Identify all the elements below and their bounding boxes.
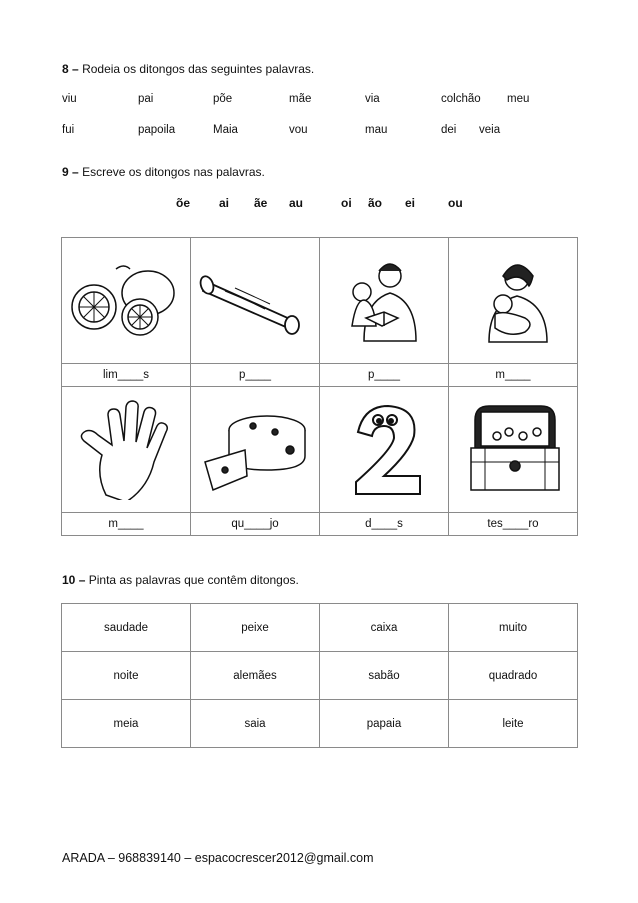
q8-word[interactable]: vou xyxy=(289,124,308,136)
q8-word[interactable]: pai xyxy=(138,93,154,105)
question-9-instruction: Escreve os ditongos nas palavras. xyxy=(82,165,265,179)
mother-holding-baby-icon xyxy=(453,256,573,346)
blank-word-cell[interactable]: d____s xyxy=(320,513,449,536)
blank-word-cell[interactable]: p____ xyxy=(320,364,449,387)
word-cell[interactable]: meia xyxy=(62,700,191,748)
diphthong-option: õe xyxy=(176,196,191,210)
diphthong-option: oi xyxy=(341,196,352,210)
diphthong-option: ai xyxy=(219,196,230,210)
question-8-instruction: Rodeia os ditongos das seguintes palavras. xyxy=(82,62,315,76)
word-cell[interactable]: saudade xyxy=(62,604,191,652)
question-9-number: 9 xyxy=(62,165,69,179)
page-footer: ARADA – 968839140 – espacocrescer2012@gmail.com xyxy=(62,851,374,865)
diphthong-option: ei xyxy=(405,196,416,210)
word-cell[interactable]: noite xyxy=(62,652,191,700)
q8-word[interactable]: colchão xyxy=(441,93,481,105)
q8-word[interactable]: viu xyxy=(62,93,77,105)
diphthong-option: au xyxy=(289,196,304,210)
q8-word[interactable]: via xyxy=(365,93,380,105)
picture-cell xyxy=(62,387,191,513)
question-8-number: 8 xyxy=(62,62,69,76)
treasure-chest-icon xyxy=(453,400,573,500)
picture-cell xyxy=(449,238,578,364)
q8-word[interactable]: fui xyxy=(62,124,75,136)
blank-word-cell[interactable]: p____ xyxy=(191,364,320,387)
word-cell[interactable]: saia xyxy=(191,700,320,748)
question-9-dash: – xyxy=(72,165,79,179)
blank-word-cell[interactable]: m____ xyxy=(62,513,191,536)
question-9-heading xyxy=(62,165,265,179)
q8-word[interactable]: meu xyxy=(507,93,530,105)
q8-word[interactable]: dei xyxy=(441,124,457,136)
q8-word[interactable]: mau xyxy=(365,124,388,136)
picture-word-table xyxy=(61,237,578,536)
q8-word[interactable]: papoila xyxy=(138,124,176,136)
blank-word-cell[interactable]: m____ xyxy=(449,364,578,387)
diphthong-option: ou xyxy=(448,196,463,210)
diphthong-option: ão xyxy=(368,196,383,210)
picture-cell xyxy=(449,387,578,513)
picture-cell xyxy=(191,238,320,364)
question-10-heading xyxy=(62,573,299,587)
hand-icon xyxy=(66,400,186,500)
number-two-icon xyxy=(324,400,444,500)
blank-word-cell[interactable]: qu____jo xyxy=(191,513,320,536)
q8-word[interactable]: põe xyxy=(213,93,233,105)
lemons-icon xyxy=(66,261,186,341)
father-reading-to-child-icon xyxy=(324,256,444,346)
word-cell[interactable]: sabão xyxy=(320,652,449,700)
picture-cell xyxy=(320,387,449,513)
word-coloring-table xyxy=(61,603,578,748)
word-cell[interactable]: muito xyxy=(449,604,578,652)
cheese-icon xyxy=(195,400,315,500)
word-cell[interactable]: alemães xyxy=(191,652,320,700)
word-cell[interactable]: papaia xyxy=(320,700,449,748)
q8-word[interactable]: veia xyxy=(479,124,501,136)
blank-word-cell[interactable]: lim____s xyxy=(62,364,191,387)
question-10-number: 10 xyxy=(62,573,76,587)
question-8-dash: – xyxy=(72,62,79,76)
question-10-dash: – xyxy=(78,573,86,587)
picture-cell xyxy=(191,387,320,513)
word-cell[interactable]: quadrado xyxy=(449,652,578,700)
diphthong-option: ãe xyxy=(254,196,268,210)
picture-cell xyxy=(62,238,191,364)
word-cell[interactable]: leite xyxy=(449,700,578,748)
wooden-log-icon xyxy=(195,261,315,341)
question-10-instruction: Pinta as palavras que contêm ditongos. xyxy=(88,573,299,587)
question-8-heading xyxy=(62,62,314,76)
word-cell[interactable]: caixa xyxy=(320,604,449,652)
picture-cell xyxy=(320,238,449,364)
blank-word-cell[interactable]: tes____ro xyxy=(449,513,578,536)
q8-word[interactable]: mãe xyxy=(289,93,312,105)
q8-word[interactable]: Maia xyxy=(213,124,238,136)
word-cell[interactable]: peixe xyxy=(191,604,320,652)
